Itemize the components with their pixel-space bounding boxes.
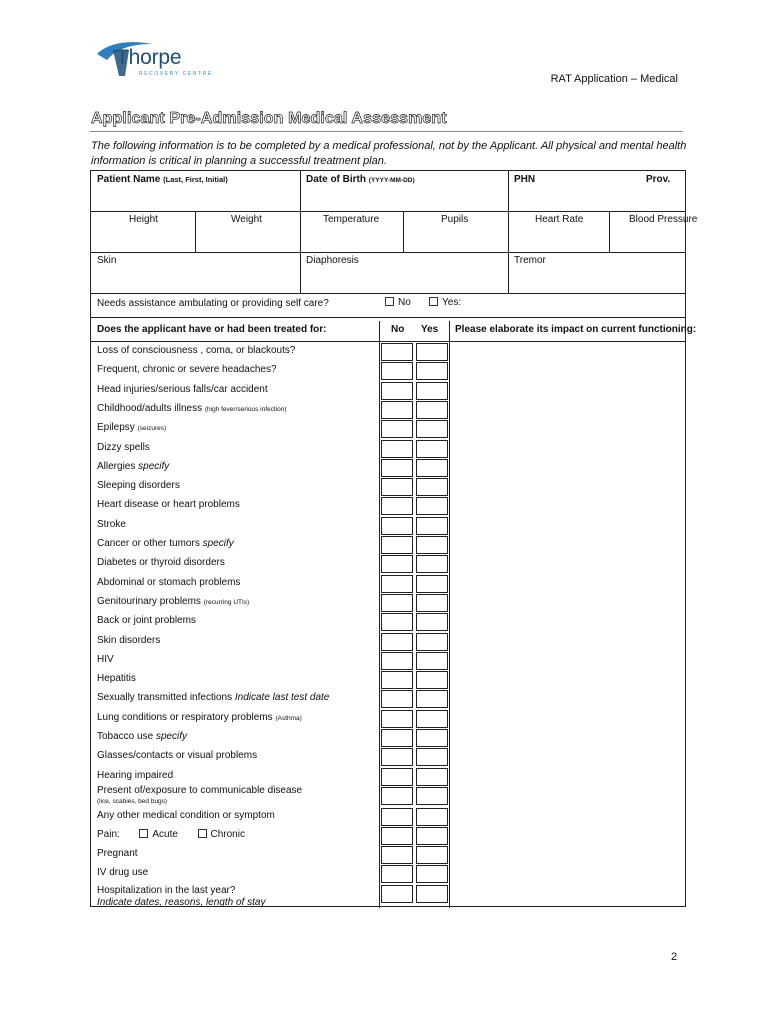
condition-instruction: Indicate last test date	[234, 692, 330, 704]
condition-name: Loss of consciousness , coma, or blackouts?	[97, 345, 296, 356]
elaborate-column-header: Please elaborate its impact on current functioning:	[455, 324, 697, 335]
prov-label: Prov.	[646, 174, 671, 185]
hospitalization-label: Hospitalization in the last year?	[97, 885, 236, 896]
condition-name: Cancer or other tumors	[97, 538, 200, 549]
condition-row	[91, 747, 685, 766]
condition-no-box[interactable]	[381, 497, 413, 515]
condition-row	[91, 419, 685, 438]
condition-label	[97, 673, 136, 684]
condition-label	[97, 364, 277, 375]
page-title: Applicant Pre-Admission Medical Assessment	[91, 110, 447, 127]
condition-row	[91, 477, 685, 496]
condition-yes-box[interactable]	[416, 671, 448, 689]
pain-chronic-checkbox[interactable]	[198, 829, 207, 838]
condition-row-pregnant	[91, 845, 685, 864]
condition-row-hospitalization	[91, 883, 685, 907]
height-field[interactable]	[129, 214, 158, 225]
medical-assessment-form	[90, 170, 698, 908]
condition-name: Hepatitis	[97, 673, 136, 685]
condition-no-box[interactable]	[381, 594, 413, 612]
condition-label	[97, 480, 180, 491]
condition-name: Skin disorders	[97, 634, 161, 646]
condition-name: Dizzy spells	[97, 441, 150, 453]
pupils-field[interactable]	[441, 214, 468, 225]
condition-row	[91, 342, 685, 361]
condition-label	[97, 615, 196, 626]
condition-yes-box[interactable]	[416, 633, 448, 651]
observation-row	[91, 253, 685, 294]
iv-drug-use-label: IV drug use	[97, 867, 149, 878]
condition-label	[97, 499, 240, 510]
pain-acute-label: Acute	[152, 829, 178, 840]
condition-name: Epilepsy	[97, 422, 135, 434]
condition-label	[97, 403, 287, 414]
condition-yes-box[interactable]	[416, 478, 448, 496]
condition-note: (high fever/serious infection)	[204, 405, 287, 413]
page-number: 2	[671, 951, 678, 963]
condition-no-box[interactable]	[381, 382, 413, 400]
tremor-label: Tremor	[514, 255, 546, 266]
phn-field[interactable]	[514, 174, 535, 185]
condition-row	[91, 535, 685, 554]
condition-label	[97, 750, 257, 761]
condition-no-box[interactable]	[381, 478, 413, 496]
condition-row-iv	[91, 864, 685, 883]
condition-name: Allergies	[97, 460, 136, 472]
heart-rate-label: Heart Rate	[535, 214, 584, 225]
iv-yes-box[interactable]	[416, 865, 448, 883]
condition-label	[97, 692, 329, 703]
logo-subtitle: RECOVERY CENTRE	[139, 71, 213, 77]
conditions-question-header: Does the applicant have or had been treated for:	[97, 324, 327, 335]
pregnant-no-box[interactable]	[381, 846, 413, 864]
condition-row	[91, 400, 685, 419]
condition-label	[97, 557, 225, 568]
condition-no-box[interactable]	[381, 690, 413, 708]
condition-yes-box[interactable]	[416, 690, 448, 708]
condition-name: Genitourinary problems	[97, 595, 201, 607]
condition-no-box[interactable]	[381, 362, 413, 380]
condition-name: Diabetes or thyroid disorders	[97, 557, 225, 569]
condition-row	[91, 689, 685, 708]
condition-name: Abdominal or stomach problems	[97, 576, 241, 588]
condition-yes-box[interactable]	[416, 768, 448, 786]
condition-no-box[interactable]	[381, 536, 413, 554]
condition-note: (seizures)	[137, 425, 167, 433]
pain-no-box[interactable]	[381, 827, 413, 845]
diaphoresis-field[interactable]	[306, 255, 359, 266]
tremor-field[interactable]	[514, 255, 546, 266]
condition-name: Tobacco use	[97, 731, 154, 742]
condition-no-box[interactable]	[381, 555, 413, 573]
document-header-label: RAT Application – Medical	[550, 73, 678, 85]
condition-no-box[interactable]	[381, 343, 413, 361]
ambulating-row	[91, 294, 685, 318]
hospitalization-yes-box[interactable]	[416, 885, 448, 903]
iv-no-box[interactable]	[381, 865, 413, 883]
condition-no-box[interactable]	[381, 729, 413, 747]
pain-acute-checkbox[interactable]	[139, 829, 148, 838]
condition-row	[91, 574, 685, 593]
other-yes-box[interactable]	[416, 808, 448, 826]
condition-yes-box[interactable]	[416, 497, 448, 515]
condition-yes-box[interactable]	[416, 613, 448, 631]
condition-row	[91, 458, 685, 477]
condition-name: Head injuries/serious falls/car accident	[97, 383, 268, 395]
condition-instruction: specify	[138, 460, 170, 472]
pregnant-yes-box[interactable]	[416, 846, 448, 864]
pain-chronic-label: Chronic	[210, 829, 245, 840]
condition-yes-box[interactable]	[416, 440, 448, 458]
condition-instruction: specify	[155, 731, 188, 742]
condition-no-box[interactable]	[381, 768, 413, 786]
condition-no-box[interactable]	[381, 517, 413, 535]
condition-row	[91, 632, 685, 651]
temperature-label: Temperature	[323, 214, 380, 225]
pupils-label: Pupils	[441, 214, 469, 225]
condition-label	[97, 654, 114, 665]
condition-row	[91, 670, 685, 689]
pain-yes-box[interactable]	[416, 827, 448, 845]
condition-yes-box[interactable]	[416, 362, 448, 380]
condition-row	[91, 728, 685, 747]
condition-yes-box[interactable]	[416, 420, 448, 438]
pregnant-label: Pregnant	[97, 848, 138, 859]
condition-name: Stroke	[97, 518, 126, 530]
condition-row	[91, 439, 685, 458]
temperature-field[interactable]	[323, 214, 379, 225]
height-label: Height	[129, 214, 158, 225]
condition-no-box[interactable]	[381, 748, 413, 766]
condition-no-box[interactable]	[381, 459, 413, 477]
communicable-no-box[interactable]	[381, 787, 413, 805]
yes-column-header: Yes	[421, 324, 439, 335]
condition-row	[91, 496, 685, 515]
condition-yes-box[interactable]	[416, 652, 448, 670]
condition-row	[91, 709, 685, 728]
condition-name: Sleeping disorders	[97, 480, 180, 492]
condition-row	[91, 381, 685, 400]
hospitalization-no-box[interactable]	[381, 885, 413, 903]
condition-row	[91, 651, 685, 670]
condition-name: Sexually transmitted infections	[97, 692, 233, 704]
condition-yes-box[interactable]	[416, 517, 448, 535]
patient-name-field[interactable]	[97, 174, 228, 185]
condition-label	[97, 577, 240, 588]
condition-no-box[interactable]	[381, 440, 413, 458]
weight-label: Weight	[231, 214, 262, 225]
blood-pressure-label: Blood Pressure	[629, 214, 698, 225]
dob-label: Date of Birth	[306, 174, 366, 185]
condition-row-communicable	[91, 785, 685, 807]
skin-field[interactable]	[97, 255, 116, 266]
condition-row	[91, 554, 685, 573]
condition-name: Frequent, chronic or severe headaches?	[97, 364, 277, 376]
condition-yes-box[interactable]	[416, 575, 448, 593]
condition-label	[97, 442, 150, 453]
conditions-table-header	[91, 318, 697, 342]
ambulating-no-label: No	[398, 297, 411, 308]
condition-yes-box[interactable]	[416, 459, 448, 477]
condition-name: Glasses/contacts or visual problems	[97, 750, 258, 762]
condition-label	[97, 731, 187, 742]
condition-yes-box[interactable]	[416, 729, 448, 747]
hospitalization-hint: Indicate dates, reasons, length of stay	[97, 897, 266, 908]
condition-label	[97, 770, 173, 781]
other-condition-label: Any other medical condition or symptom	[97, 810, 275, 821]
condition-row	[91, 361, 685, 380]
condition-note: (recurring UTIs)	[203, 598, 250, 606]
condition-row	[91, 593, 685, 612]
thorpe-logo	[95, 38, 213, 84]
vitals-row	[91, 212, 698, 253]
intro-text: The following information is to be completed by a medical professional, not by the Applicant. All physical and mental health information is critical in planning a successful treatment plan.	[91, 140, 687, 167]
ambulating-yes-option[interactable]	[429, 297, 461, 308]
condition-yes-box[interactable]	[416, 748, 448, 766]
condition-name: Heart disease or heart problems	[97, 499, 240, 511]
condition-yes-box[interactable]	[416, 555, 448, 573]
condition-label	[97, 519, 126, 530]
condition-yes-box[interactable]	[416, 343, 448, 361]
condition-label	[97, 635, 160, 646]
condition-label	[97, 712, 302, 723]
condition-note: (Asthma)	[275, 714, 302, 722]
ambulating-yes-checkbox[interactable]	[429, 297, 438, 306]
title-divider	[90, 131, 683, 132]
phn-label: PHN	[514, 174, 536, 185]
communicable-note: (lice, scabies, bed bugs)	[97, 798, 168, 805]
date-of-birth-field[interactable]	[306, 174, 415, 185]
patient-name-hint: (Last, First, Initial)	[163, 175, 228, 184]
condition-name: HIV	[97, 653, 114, 665]
skin-label: Skin	[97, 255, 117, 266]
condition-label	[97, 384, 268, 395]
condition-no-box[interactable]	[381, 633, 413, 651]
condition-no-box[interactable]	[381, 401, 413, 419]
condition-label	[97, 538, 234, 549]
ambulating-no-checkbox[interactable]	[385, 297, 394, 306]
communicable-yes-box[interactable]	[416, 787, 448, 805]
condition-row-pain	[91, 826, 685, 845]
condition-name: Lung conditions or respiratory problems	[97, 711, 273, 723]
condition-no-box[interactable]	[381, 575, 413, 593]
blood-pressure-field[interactable]	[629, 214, 697, 225]
ambulating-no-option[interactable]	[385, 297, 411, 308]
no-column-header: No	[391, 324, 405, 335]
condition-row	[91, 612, 685, 631]
condition-no-box[interactable]	[381, 652, 413, 670]
condition-name: Hearing impaired	[97, 769, 174, 781]
condition-no-box[interactable]	[381, 710, 413, 728]
condition-no-box[interactable]	[381, 671, 413, 689]
condition-row	[91, 516, 685, 535]
dob-hint: (YYYY-MM-DD)	[368, 177, 415, 184]
condition-label	[97, 596, 249, 607]
diaphoresis-label: Diaphoresis	[306, 255, 359, 266]
ambulating-yes-label: Yes:	[442, 297, 462, 308]
condition-name: Back or joint problems	[97, 615, 196, 627]
weight-field[interactable]	[231, 214, 262, 225]
condition-row-other	[91, 807, 685, 826]
condition-yes-box[interactable]	[416, 710, 448, 728]
condition-no-box[interactable]	[381, 420, 413, 438]
condition-instruction: specify	[202, 538, 234, 549]
condition-yes-box[interactable]	[416, 594, 448, 612]
condition-yes-box[interactable]	[416, 401, 448, 419]
condition-name: Childhood/adults illness	[97, 402, 203, 414]
condition-no-box[interactable]	[381, 613, 413, 631]
prov-field[interactable]	[646, 174, 670, 185]
patient-name-label: Patient Name	[97, 174, 161, 185]
patient-info-row	[91, 171, 685, 212]
condition-label	[97, 461, 169, 472]
condition-yes-box[interactable]	[416, 382, 448, 400]
pain-label: Pain:	[97, 829, 120, 840]
other-no-box[interactable]	[381, 808, 413, 826]
condition-label	[97, 345, 295, 356]
logo-name: Thorpe	[116, 46, 182, 69]
condition-yes-box[interactable]	[416, 536, 448, 554]
communicable-label: Present of/exposure to communicable disease	[97, 785, 303, 796]
condition-label	[97, 422, 166, 433]
condition-row	[91, 767, 685, 786]
ambulating-question: Needs assistance ambulating or providing self care?	[97, 298, 329, 309]
heart-rate-field[interactable]	[535, 214, 583, 225]
